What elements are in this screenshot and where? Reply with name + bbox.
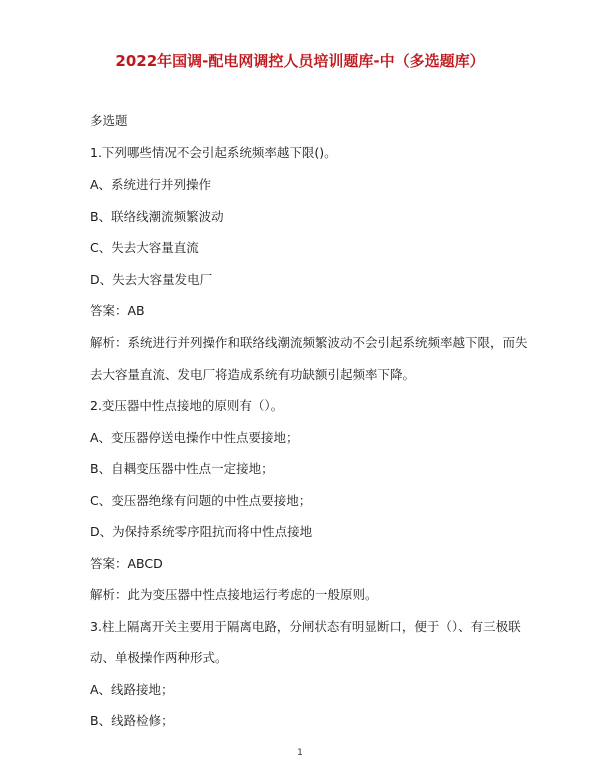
q3-option-b: B、线路检修； — [90, 713, 174, 728]
q2-option-d: D、为保持系统零序阻抗而将中性点接地 — [90, 524, 313, 539]
q2-option-c: C、变压器绝缘有问题的中性点要接地； — [90, 493, 312, 508]
q1-answer: 答案：AB — [90, 303, 145, 318]
question-1: 1.下列哪些情况不会引起系统频率越下限()。 — [90, 145, 337, 160]
question-3-line-2: 动、单极操作两种形式。 — [90, 650, 228, 665]
page-number: 1 — [297, 748, 303, 758]
q2-answer: 答案：ABCD — [90, 556, 163, 571]
q1-option-a: A、系统进行并列操作 — [90, 177, 212, 192]
q1-option-b: B、联络线潮流频繁波动 — [90, 209, 224, 224]
question-2: 2.变压器中性点接地的原则有（）。 — [90, 398, 284, 413]
q1-analysis-line-2: 去大容量直流、发电厂将造成系统有功缺额引起频率下降。 — [90, 367, 416, 382]
q1-analysis-line-1: 解析：系统进行并列操作和联络线潮流频繁波动不会引起系统频率越下限，而失 — [90, 335, 528, 350]
q2-analysis: 解析：此为变压器中性点接地运行考虑的一般原则。 — [90, 587, 378, 602]
question-3-line-1: 3.柱上隔离开关主要用于隔离电路，分闸状态有明显断口，便于（）、有三极联 — [90, 619, 521, 634]
q3-option-a: A、线路接地； — [90, 682, 174, 697]
q2-option-a: A、变压器停送电操作中性点要接地； — [90, 430, 299, 445]
document-title: 2022年国调-配电网调控人员培训题库-中（多选题库） — [115, 52, 485, 70]
q2-option-b: B、自耦变压器中性点一定接地； — [90, 461, 274, 476]
q1-option-d: D、失去大容量发电厂 — [90, 272, 213, 287]
section-heading: 多选题 — [90, 113, 128, 128]
q1-option-c: C、失去大容量直流 — [90, 240, 199, 255]
